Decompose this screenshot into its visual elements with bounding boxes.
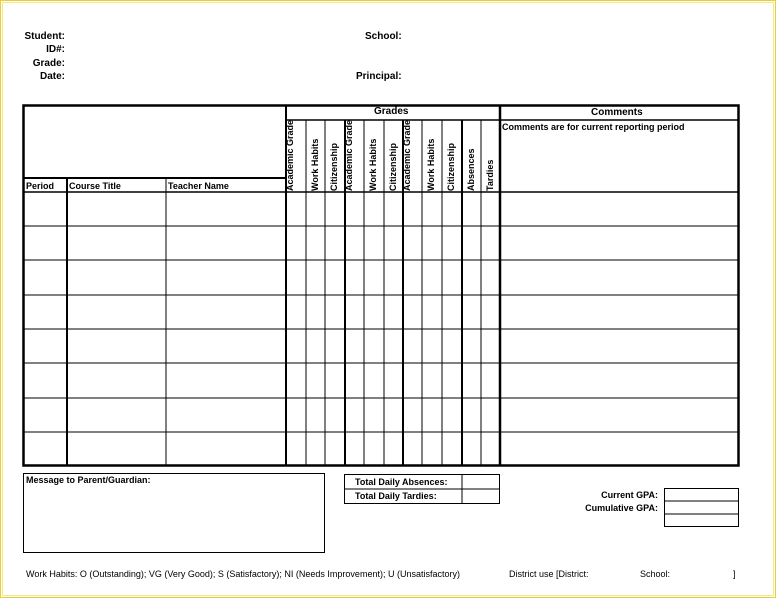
work-habits-legend: Work Habits: O (Outstanding); VG (Very Good); S (Satisfactory); NI (Needs Improvement); U (Unsatisfactory) xyxy=(26,569,460,579)
col-academic-grade-3: Academic Grade xyxy=(402,119,412,191)
date-label: Date: xyxy=(39,71,65,82)
col-teacher-name: Teacher Name xyxy=(168,181,229,191)
footer-bracket: ] xyxy=(733,569,736,579)
total-absences-label: Total Daily Absences: xyxy=(355,477,448,487)
student-label: Student: xyxy=(24,31,65,42)
current-gpa-label: Current GPA: xyxy=(601,490,658,500)
col-academic-grade-1: Academic Grade xyxy=(285,119,295,191)
school-label: School: xyxy=(365,31,402,42)
grade-label: Grade: xyxy=(32,58,65,69)
district-use-label: District use [District: xyxy=(509,569,589,579)
col-work-habits-1: Work Habits xyxy=(310,138,320,191)
principal-label: Principal: xyxy=(356,71,402,82)
col-absences: Absences xyxy=(466,148,476,191)
col-academic-grade-2: Academic Grade xyxy=(344,119,354,191)
id-label: ID#: xyxy=(46,44,65,55)
grades-title: Grades xyxy=(374,106,409,117)
col-work-habits-2: Work Habits xyxy=(368,138,378,191)
col-tardies: Tardies xyxy=(485,159,495,191)
cumulative-gpa-label: Cumulative GPA: xyxy=(585,503,658,513)
col-citizenship-3: Citizenship xyxy=(446,142,456,191)
message-label: Message to Parent/Guardian: xyxy=(26,475,151,485)
col-work-habits-3: Work Habits xyxy=(426,138,436,191)
footer-school-label: School: xyxy=(640,569,671,579)
col-citizenship-1: Citizenship xyxy=(329,142,339,191)
comments-note: Comments are for current reporting period xyxy=(502,122,685,132)
col-course-title: Course Title xyxy=(69,181,121,191)
col-citizenship-2: Citizenship xyxy=(388,142,398,191)
col-period: Period xyxy=(26,181,55,191)
total-tardies-label: Total Daily Tardies: xyxy=(355,491,437,501)
grades-grid xyxy=(1,1,778,601)
comments-title: Comments xyxy=(591,107,643,118)
